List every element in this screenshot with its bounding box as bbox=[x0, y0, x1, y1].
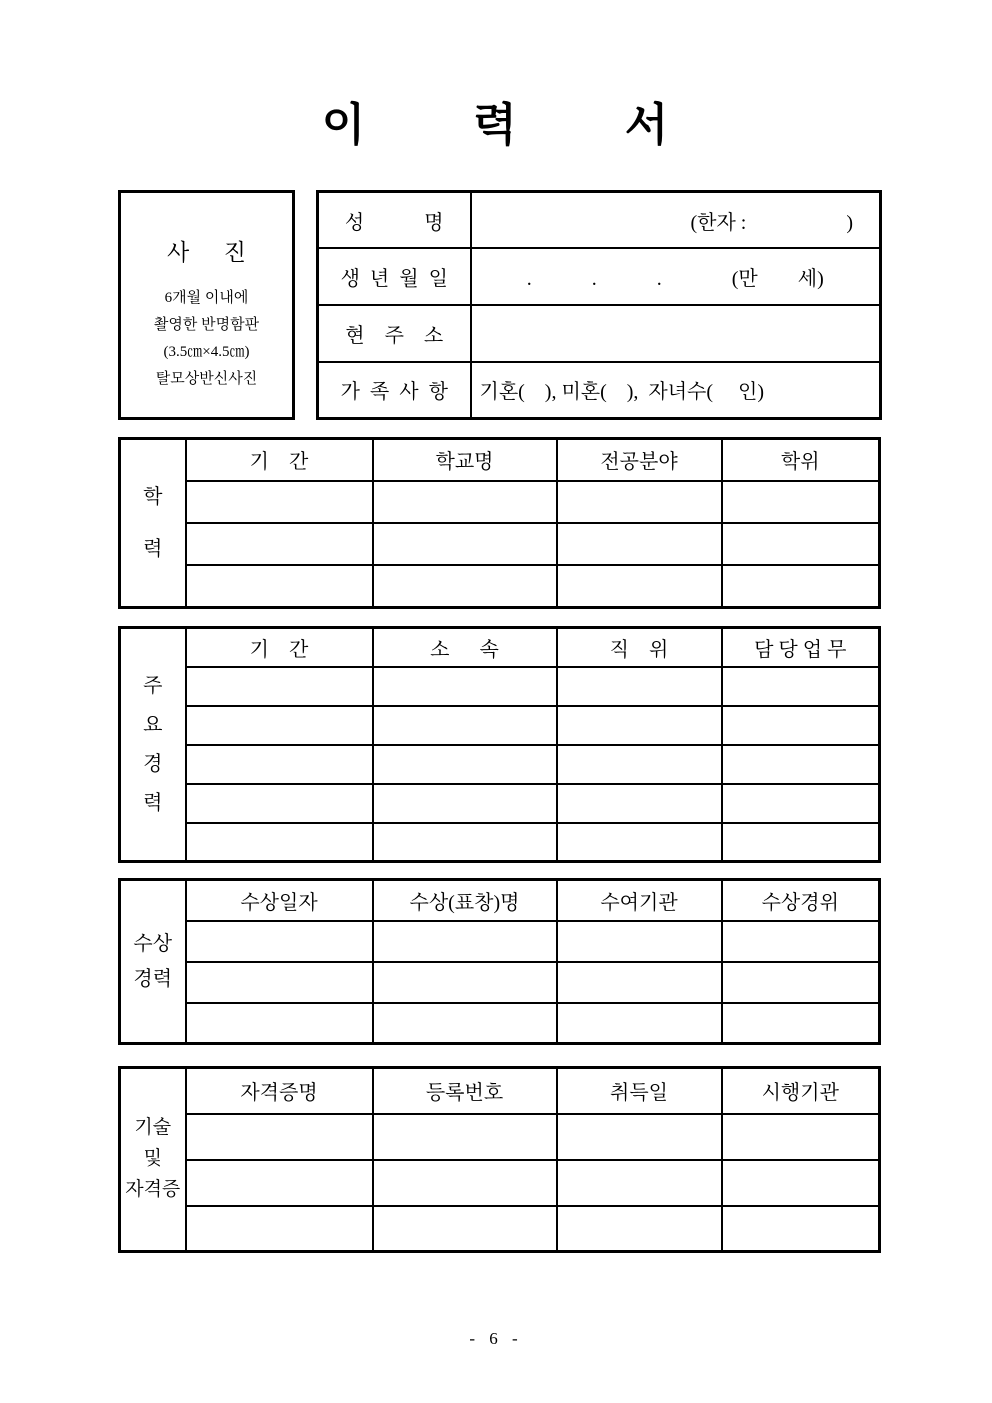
empty-cell bbox=[373, 962, 557, 1003]
column-header-cert-name: 자격증명 bbox=[186, 1068, 373, 1114]
family-label: 가 족 사 항 bbox=[318, 362, 471, 419]
table-row bbox=[120, 962, 880, 1003]
table-row bbox=[120, 706, 880, 745]
empty-cell bbox=[186, 921, 373, 962]
empty-cell bbox=[557, 565, 722, 607]
table-row bbox=[120, 823, 880, 862]
side-label-line: 자격증 bbox=[125, 1178, 181, 1200]
name-label: 성 명 bbox=[318, 192, 471, 249]
table-row bbox=[120, 1160, 880, 1206]
empty-cell bbox=[722, 1206, 880, 1252]
table-row bbox=[318, 192, 881, 249]
empty-cell bbox=[722, 823, 880, 862]
column-header-position: 직 위 bbox=[557, 628, 722, 667]
career-side-label bbox=[120, 628, 186, 862]
side-label-char: 학 bbox=[143, 486, 163, 508]
side-label-char: 경 bbox=[143, 753, 163, 775]
photo-box-instruction: 6개월 이내에 bbox=[164, 289, 249, 306]
empty-cell bbox=[722, 565, 880, 607]
empty-cell bbox=[557, 1003, 722, 1044]
empty-cell bbox=[722, 706, 880, 745]
table-header-row bbox=[120, 439, 880, 481]
empty-cell bbox=[557, 745, 722, 784]
empty-cell bbox=[373, 1003, 557, 1044]
table-row bbox=[120, 481, 880, 523]
empty-cell bbox=[722, 745, 880, 784]
column-header-cert-org: 시행기관 bbox=[722, 1068, 880, 1114]
side-label-char: 력 bbox=[143, 792, 163, 814]
empty-cell bbox=[722, 962, 880, 1003]
table-row bbox=[120, 1206, 880, 1252]
address-label: 현 주 소 bbox=[318, 305, 471, 362]
empty-cell bbox=[373, 745, 557, 784]
personal-info-table bbox=[316, 190, 882, 420]
empty-cell bbox=[722, 1114, 880, 1160]
side-label-line: 기술 bbox=[134, 1117, 172, 1139]
certificates-side-label bbox=[120, 1068, 186, 1252]
table-row bbox=[318, 305, 881, 362]
empty-cell bbox=[557, 523, 722, 565]
empty-cell bbox=[722, 667, 880, 706]
empty-cell bbox=[186, 745, 373, 784]
column-header-cert-date: 취득일 bbox=[557, 1068, 722, 1114]
top-section bbox=[118, 190, 992, 420]
table-row bbox=[318, 248, 881, 305]
career-table bbox=[118, 626, 881, 863]
address-value-cell bbox=[471, 305, 881, 362]
empty-cell bbox=[722, 481, 880, 523]
empty-cell bbox=[373, 523, 557, 565]
empty-cell bbox=[186, 962, 373, 1003]
empty-cell bbox=[186, 1160, 373, 1206]
table-row bbox=[120, 1003, 880, 1044]
table-header-row bbox=[120, 628, 880, 667]
column-header-degree: 학위 bbox=[722, 439, 880, 481]
side-label-line: 수상 bbox=[133, 933, 173, 955]
birthdate-label: 생 년 월 일 bbox=[318, 248, 471, 305]
empty-cell bbox=[373, 481, 557, 523]
empty-cell bbox=[722, 523, 880, 565]
name-value-cell: (한자 : ) bbox=[471, 192, 881, 249]
table-row bbox=[120, 784, 880, 823]
empty-cell bbox=[186, 667, 373, 706]
empty-cell bbox=[186, 706, 373, 745]
empty-cell bbox=[186, 565, 373, 607]
column-header-school: 학교명 bbox=[373, 439, 557, 481]
empty-cell bbox=[186, 823, 373, 862]
empty-cell bbox=[722, 921, 880, 962]
side-label-line: 경력 bbox=[133, 968, 173, 990]
empty-cell bbox=[373, 706, 557, 745]
photo-box-instruction: (3.5㎝×4.5㎝) bbox=[163, 343, 250, 360]
empty-cell bbox=[373, 565, 557, 607]
table-row bbox=[318, 362, 881, 419]
column-header-award-name: 수상(표창)명 bbox=[373, 880, 557, 921]
table-row bbox=[120, 667, 880, 706]
table-row bbox=[120, 921, 880, 962]
empty-cell bbox=[557, 1206, 722, 1252]
column-header-award-date: 수상일자 bbox=[186, 880, 373, 921]
empty-cell bbox=[557, 667, 722, 706]
empty-cell bbox=[373, 1160, 557, 1206]
education-side-label bbox=[120, 439, 186, 608]
side-label-line: 및 bbox=[143, 1148, 162, 1170]
empty-cell bbox=[373, 1114, 557, 1160]
empty-cell bbox=[373, 921, 557, 962]
side-label-char: 력 bbox=[143, 538, 163, 560]
column-header-award-org: 수여기관 bbox=[557, 880, 722, 921]
empty-cell bbox=[186, 481, 373, 523]
empty-cell bbox=[557, 706, 722, 745]
empty-cell bbox=[373, 784, 557, 823]
empty-cell bbox=[557, 1114, 722, 1160]
table-row bbox=[120, 565, 880, 607]
table-header-row bbox=[120, 880, 880, 921]
empty-cell bbox=[722, 1003, 880, 1044]
awards-table bbox=[118, 878, 881, 1045]
column-header-duties: 담 당 업 무 bbox=[722, 628, 880, 667]
table-row bbox=[120, 523, 880, 565]
empty-cell bbox=[186, 1206, 373, 1252]
side-label-char: 요 bbox=[143, 714, 163, 736]
birthdate-value-cell: . . . (만 세) bbox=[471, 248, 881, 305]
table-row bbox=[120, 1114, 880, 1160]
column-header-award-detail: 수상경위 bbox=[722, 880, 880, 921]
education-table bbox=[118, 437, 881, 609]
empty-cell bbox=[186, 523, 373, 565]
empty-cell bbox=[557, 823, 722, 862]
side-label-char: 주 bbox=[143, 675, 163, 697]
family-value-cell: 기혼( ), 미혼( ), 자녀수( 인) bbox=[471, 362, 881, 419]
photo-box-instruction: 촬영한 반명함판 bbox=[153, 316, 260, 333]
empty-cell bbox=[186, 784, 373, 823]
column-header-major: 전공분야 bbox=[557, 439, 722, 481]
empty-cell bbox=[373, 1206, 557, 1252]
empty-cell bbox=[557, 921, 722, 962]
photo-box-title: 사 진 bbox=[167, 239, 246, 265]
column-header-cert-number: 등록번호 bbox=[373, 1068, 557, 1114]
empty-cell bbox=[186, 1003, 373, 1044]
table-row bbox=[120, 745, 880, 784]
empty-cell bbox=[557, 784, 722, 823]
photo-box-instruction: 탈모상반신사진 bbox=[155, 370, 258, 387]
awards-side-label bbox=[120, 880, 186, 1044]
column-header-period: 기 간 bbox=[186, 439, 373, 481]
empty-cell bbox=[373, 667, 557, 706]
table-header-row bbox=[120, 1068, 880, 1114]
column-header-period: 기 간 bbox=[186, 628, 373, 667]
column-header-organization: 소 속 bbox=[373, 628, 557, 667]
certificates-table bbox=[118, 1066, 881, 1253]
page-number: - 6 - bbox=[469, 1329, 523, 1348]
empty-cell bbox=[557, 962, 722, 1003]
empty-cell bbox=[186, 1114, 373, 1160]
empty-cell bbox=[722, 784, 880, 823]
empty-cell bbox=[722, 1160, 880, 1206]
photo-box bbox=[118, 190, 295, 420]
empty-cell bbox=[557, 1160, 722, 1206]
page-title: 이 력 서 bbox=[321, 100, 671, 150]
empty-cell bbox=[373, 823, 557, 862]
empty-cell bbox=[557, 481, 722, 523]
